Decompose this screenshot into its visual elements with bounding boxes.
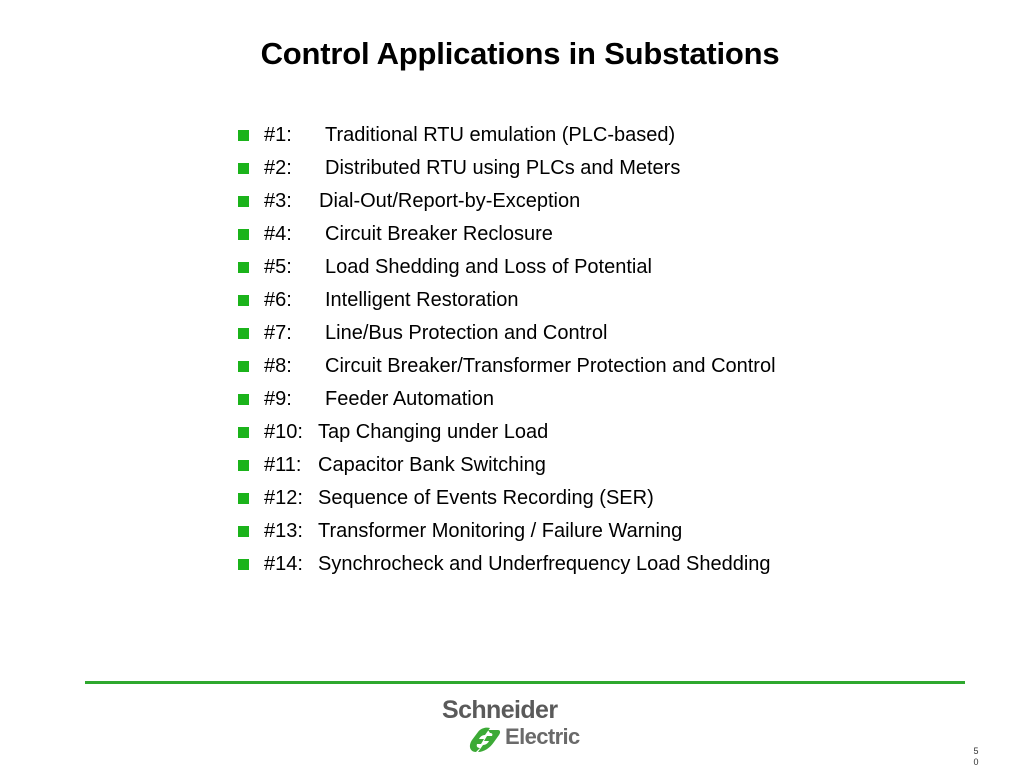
page-number-digit: 5: [973, 746, 979, 756]
item-number: #3:: [264, 190, 292, 212]
list-item: [238, 251, 776, 284]
item-text: Capacitor Bank Switching: [318, 454, 546, 476]
item-number: #5:: [264, 256, 292, 278]
item-number: #4:: [264, 223, 292, 245]
list-item: [238, 515, 776, 548]
item-text: Circuit Breaker/Transformer Protection and Control: [325, 355, 776, 377]
bullet-square-icon: [238, 295, 249, 306]
item-text: Traditional RTU emulation (PLC-based): [325, 124, 676, 146]
slide-title: Control Applications in Substations: [260, 36, 780, 71]
item-number: #11:: [264, 454, 302, 476]
item-text: Line/Bus Protection and Control: [325, 322, 608, 344]
bullet-square-icon: [238, 493, 249, 504]
list-item: [238, 218, 776, 251]
bullet-square-icon: [238, 328, 249, 339]
list-item: [238, 548, 776, 581]
item-text: Load Shedding and Loss of Potential: [325, 256, 652, 278]
item-text: Intelligent Restoration: [325, 289, 519, 311]
item-text: Synchrocheck and Underfrequency Load Shedding: [318, 553, 771, 575]
list-item: [238, 185, 776, 218]
page-number-digit: 0: [973, 757, 979, 767]
item-number: #9:: [264, 388, 292, 410]
schneider-electric-mark-icon: [466, 726, 502, 754]
page-number: [970, 746, 982, 768]
item-text: Circuit Breaker Reclosure: [325, 223, 553, 245]
bullet-square-icon: [238, 262, 249, 273]
schneider-electric-logo: [442, 696, 587, 756]
item-number: #10:: [264, 421, 303, 443]
logo-wordmark-top: Schneider: [442, 696, 558, 724]
bullet-square-icon: [238, 427, 249, 438]
item-number: #6:: [264, 289, 292, 311]
list-item: [238, 383, 776, 416]
list-item: [238, 482, 776, 515]
bullet-square-icon: [238, 394, 249, 405]
item-number: #12:: [264, 487, 303, 509]
item-number: #14:: [264, 553, 303, 575]
list-item: [238, 350, 776, 383]
bullet-square-icon: [238, 130, 249, 141]
list-item: [238, 449, 776, 482]
item-text: Dial-Out/Report-by-Exception: [319, 190, 581, 212]
list-item: [238, 317, 776, 350]
bullet-square-icon: [238, 196, 249, 207]
item-text: Distributed RTU using PLCs and Meters: [325, 157, 681, 179]
item-text: Feeder Automation: [325, 388, 494, 410]
bullet-list: [238, 119, 776, 581]
item-text: Tap Changing under Load: [318, 421, 549, 443]
item-number: #7:: [264, 322, 292, 344]
bullet-square-icon: [238, 526, 249, 537]
list-item: [238, 284, 776, 317]
item-number: #2:: [264, 157, 292, 179]
bullet-square-icon: [238, 460, 249, 471]
item-number: #1:: [264, 124, 292, 146]
bullet-square-icon: [238, 163, 249, 174]
list-item: [238, 152, 776, 185]
bullet-square-icon: [238, 559, 249, 570]
bullet-square-icon: [238, 361, 249, 372]
footer-divider: [85, 681, 965, 684]
list-item: [238, 416, 776, 449]
item-number: #13:: [264, 520, 303, 542]
list-item: [238, 119, 776, 152]
item-text: Sequence of Events Recording (SER): [318, 487, 654, 509]
item-text: Transformer Monitoring / Failure Warning: [318, 520, 683, 542]
item-number: #8:: [264, 355, 292, 377]
logo-wordmark-bottom: Electric: [505, 724, 580, 749]
bullet-square-icon: [238, 229, 249, 240]
